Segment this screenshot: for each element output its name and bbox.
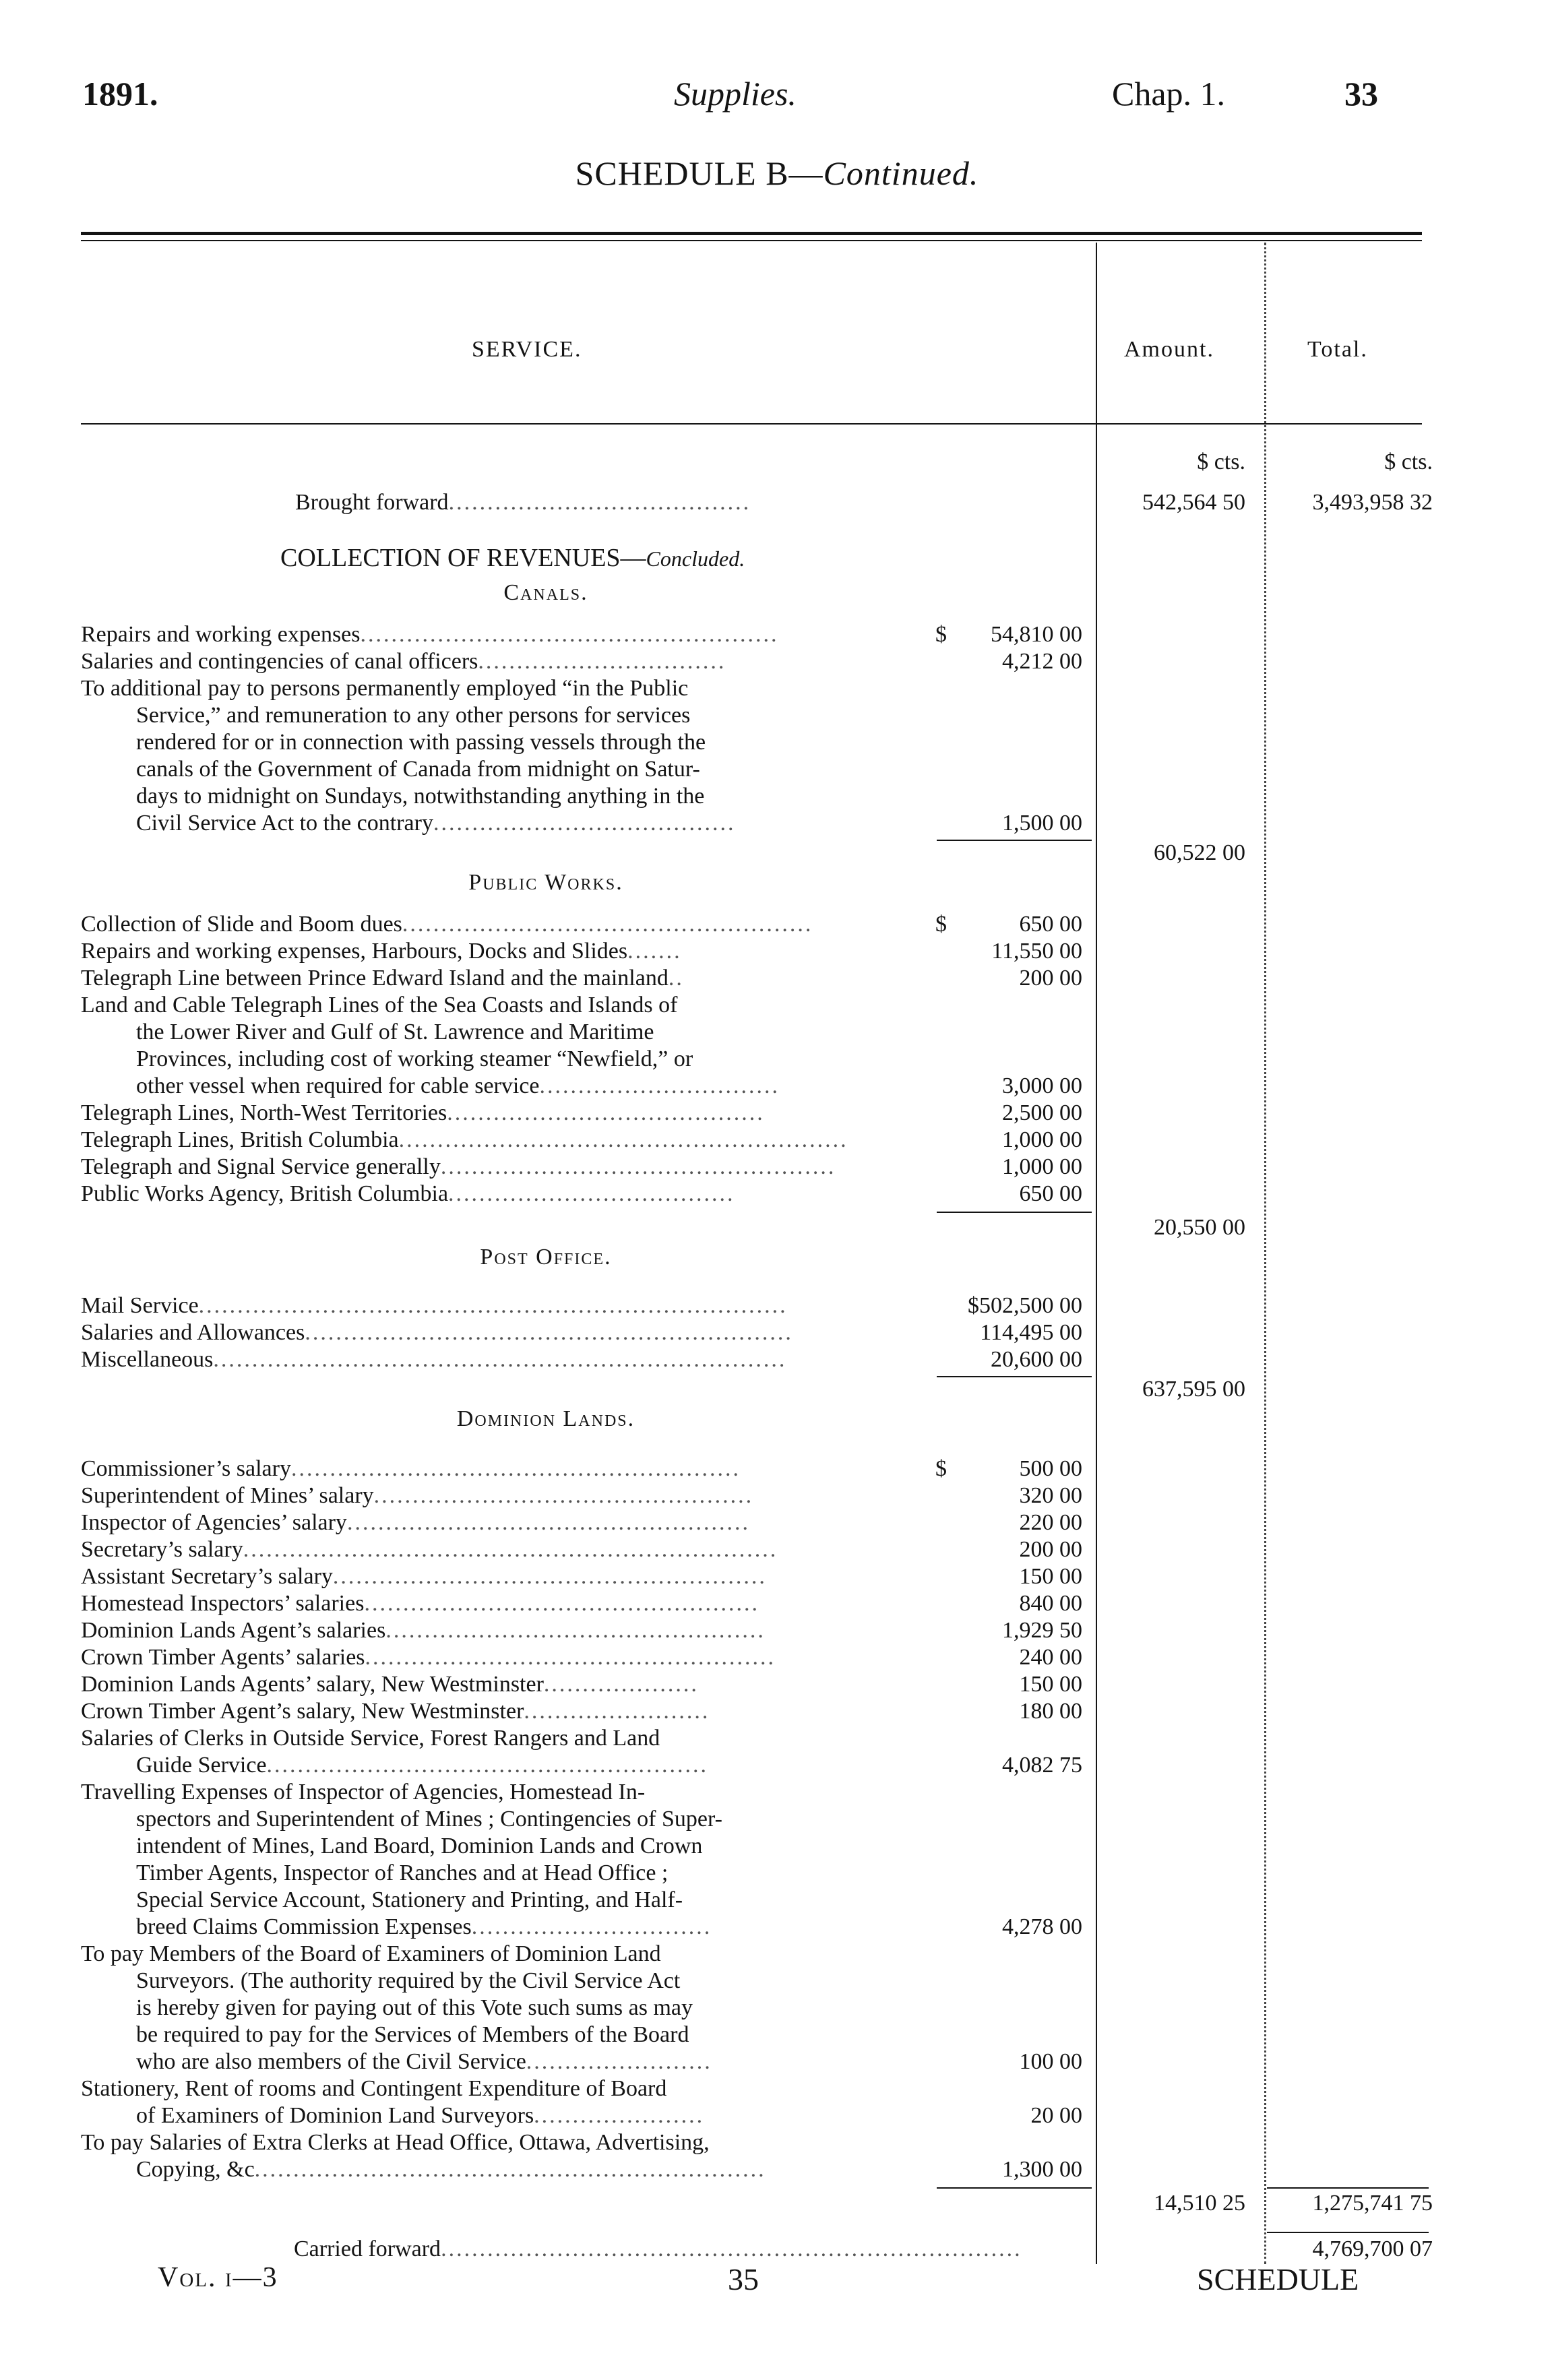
carried-forward-rule <box>1267 2232 1429 2233</box>
dominion-lands-item-14: To pay Salaries of Extra Clerks at Head Office, Ottawa, Advertising, Copying, &c.................................................................. <box>81 2130 766 2182</box>
public-works-item-6-value: 1,000 00 <box>1002 1154 1082 1179</box>
public-works-amount: 20,550 00 <box>1154 1215 1245 1240</box>
dominion-lands-item-5-value: 840 00 <box>1019 1591 1082 1616</box>
dominion-lands-item-10-value: 4,082 75 <box>1002 1753 1082 1778</box>
total-unit-label: $ cts. <box>1384 449 1433 474</box>
amount-column-separator <box>1096 243 1097 2264</box>
dominion-lands-item-6: Dominion Lands Agent’s salaries................................................. <box>81 1618 766 1643</box>
public-works-item-3-value: 3,000 00 <box>1002 1073 1082 1098</box>
column-header-rule <box>81 423 1422 425</box>
dominion-lands-item-11-value: 4,278 00 <box>1002 1914 1082 1939</box>
canals-item-0: Repairs and working expenses...................................................... <box>81 622 779 647</box>
public-works-item-0-value: 650 00 <box>1019 912 1082 937</box>
top-rule-thin <box>81 240 1422 241</box>
sheet-number: 35 <box>728 2262 759 2296</box>
brought-forward-amount: 542,564 50 <box>1142 490 1245 515</box>
amount-unit-label: $ cts. <box>1197 449 1245 474</box>
post-office-item-1: Salaries and Allowances............................................................... <box>81 1320 793 1345</box>
canals-item-2-value: 1,500 00 <box>1002 811 1082 836</box>
column-header-amount: Amount. <box>1124 337 1214 362</box>
public-works-item-5-value: 1,000 00 <box>1002 1127 1082 1152</box>
canals-item-1: Salaries and contingencies of canal officers................................ <box>81 649 726 674</box>
public-works-item-7: Public Works Agency, British Columbia..................................... <box>81 1181 735 1206</box>
public-works-item-1: Repairs and working expenses, Harbours, Docks and Slides....... <box>81 939 682 964</box>
dominion-lands-item-14-value: 1,300 00 <box>1002 2157 1082 2182</box>
dominion-lands-item-13-value: 20 00 <box>1030 2103 1082 2128</box>
canals-item-0-value: 54,810 00 <box>991 622 1082 647</box>
dominion-lands-item-9-value: 180 00 <box>1019 1699 1082 1724</box>
dominion-lands-item-6-value: 1,929 50 <box>1002 1618 1082 1643</box>
post-office-subtotal-rule <box>937 1376 1092 1377</box>
top-rule-thick <box>81 232 1422 235</box>
dominion-lands-heading: Dominion Lands. <box>456 1406 635 1431</box>
post-office-item-0: Mail Service............................................................................ <box>81 1293 788 1318</box>
dominion-lands-item-4: Assistant Secretary’s salary........................................................ <box>81 1564 767 1589</box>
post-office-item-1-value: 114,495 00 <box>980 1320 1082 1345</box>
canals-item-0-dollar: $ <box>935 622 947 647</box>
dominion-lands-total: 1,275,741 75 <box>1312 2191 1433 2216</box>
dominion-lands-amount: 14,510 25 <box>1154 2191 1245 2216</box>
total-column-separator <box>1264 243 1266 2264</box>
post-office-item-2-value: 20,600 00 <box>991 1347 1082 1372</box>
catchword: SCHEDULE <box>1197 2262 1359 2296</box>
brought-forward-label: Brought forward....................................... <box>295 490 751 515</box>
dominion-lands-item-5: Homestead Inspectors’ salaries................................................... <box>81 1591 759 1616</box>
public-works-item-2-value: 200 00 <box>1019 966 1082 991</box>
public-works-item-1-value: 11,550 00 <box>991 939 1082 964</box>
header-page-number: 33 <box>1344 75 1378 113</box>
dominion-lands-item-7-value: 240 00 <box>1019 1645 1082 1670</box>
dominion-lands-item-0: Commissioner’s salary.......................................................... <box>81 1456 741 1481</box>
brought-forward-total: 3,493,958 32 <box>1312 490 1433 515</box>
schedule-title-main: SCHEDULE B— <box>575 154 823 192</box>
public-works-item-4: Telegraph Lines, North-West Territories......................................... <box>81 1100 765 1125</box>
dominion-lands-item-12-value: 100 00 <box>1019 2049 1082 2074</box>
dominion-lands-item-9: Crown Timber Agent’s salary, New Westminster........................ <box>81 1699 710 1724</box>
public-works-item-5: Telegraph Lines, British Columbia.......................................................... <box>81 1127 848 1152</box>
section-total-rule <box>1267 2187 1429 2189</box>
public-works-subtotal-rule <box>937 1212 1092 1213</box>
dominion-lands-item-3-value: 200 00 <box>1019 1537 1082 1562</box>
canals-item-1-value: 4,212 00 <box>1002 649 1082 674</box>
dominion-lands-item-1: Superintendent of Mines’ salary................................................. <box>81 1483 754 1508</box>
canals-subtotal-rule <box>937 840 1092 841</box>
header-chapter: Chap. 1. <box>1112 75 1226 113</box>
carried-forward-label: Carried forward........................................................................... <box>294 2236 1022 2261</box>
post-office-item-2: Miscellaneous.......................................................................... <box>81 1347 787 1372</box>
dominion-lands-item-0-value: 500 00 <box>1019 1456 1082 1481</box>
header-year: 1891. <box>82 75 158 113</box>
dominion-lands-item-13: Stationery, Rent of rooms and Contingent Expenditure of Board of Examiners of Dominion Land Surveyors...................... <box>81 2076 705 2128</box>
header-title: Supplies. <box>674 75 797 113</box>
public-works-item-7-value: 650 00 <box>1019 1181 1082 1206</box>
canals-amount: 60,522 00 <box>1154 840 1245 865</box>
dominion-lands-item-3: Secretary’s salary..................................................................... <box>81 1537 778 1562</box>
public-works-item-0: Collection of Slide and Boom dues..................................................... <box>81 912 813 937</box>
post-office-amount: 637,595 00 <box>1142 1377 1245 1402</box>
dominion-lands-item-2: Inspector of Agencies’ salary.................................................... <box>81 1510 750 1535</box>
canals-heading: Canals. <box>503 580 588 605</box>
dominion-lands-subtotal-rule <box>937 2187 1092 2189</box>
column-header-total: Total. <box>1307 337 1368 362</box>
public-works-item-6: Telegraph and Signal Service generally................................................... <box>81 1154 836 1179</box>
canals-item-2: To additional pay to persons permanently employed “in the Public Service,” and remuneration to any other persons for services rendered for or in connection with passing vessels through the canals of the Government of Canada from midnight on Satur- days to midnight on Sundays, notwithstanding anything in the Civil Service Act to the contrary....................................... <box>81 676 736 836</box>
column-header-service: SERVICE. <box>472 337 582 362</box>
dominion-lands-item-4-value: 150 00 <box>1019 1564 1082 1589</box>
running-header <box>0 74 1554 121</box>
public-works-heading: Public Works. <box>468 870 623 895</box>
dominion-lands-item-8: Dominion Lands Agents’ salary, New Westminster.................... <box>81 1672 699 1697</box>
dominion-lands-item-2-value: 220 00 <box>1019 1510 1082 1535</box>
dominion-lands-item-1-value: 320 00 <box>1019 1483 1082 1508</box>
schedule-title-continued: Continued. <box>823 154 979 192</box>
dominion-lands-item-7: Crown Timber Agents’ salaries..................................................... <box>81 1645 776 1670</box>
public-works-item-4-value: 2,500 00 <box>1002 1100 1082 1125</box>
schedule-title <box>0 154 1554 193</box>
post-office-item-0-value: $502,500 00 <box>968 1293 1082 1318</box>
dominion-lands-item-10: Salaries of Clerks in Outside Service, Forest Rangers and Land Guide Service......................................................... <box>81 1726 709 1778</box>
dominion-lands-item-12: To pay Members of the Board of Examiners of Dominion Land Surveyors. (The authority required by the Civil Service Act is hereby given for paying out of this Vote such sums as may be required to pay for the Services of Members of the Board who are also members of the Civil Service........................ <box>81 1941 712 2074</box>
public-works-item-2: Telegraph Line between Prince Edward Island and the mainland.. <box>81 966 684 991</box>
carried-forward-total: 4,769,700 07 <box>1312 2236 1433 2261</box>
dominion-lands-item-8-value: 150 00 <box>1019 1672 1082 1697</box>
dominion-lands-item-0-dollar: $ <box>935 1456 947 1481</box>
public-works-item-0-dollar: $ <box>935 912 947 937</box>
dominion-lands-item-11: Travelling Expenses of Inspector of Agencies, Homestead In- spectors and Superintendent of Mines ; Contingencies of Super- intendent of Mines, Land Board, Dominion Lands and Crown Timber Agents, Inspector of Ranches and at Head Office ; Special Service Account, Stationery and Printing, and Half- breed Claims Commission Expenses............................... <box>81 1780 722 1939</box>
section-title: COLLECTION OF REVENUES—Concluded. <box>280 544 745 572</box>
public-works-item-3: Land and Cable Telegraph Lines of the Sea Coasts and Islands of the Lower River and Gulf of St. Lawrence and Maritime Provinces, including cost of working steamer “Newfield,” or other vessel when required for cable service............................... <box>81 993 780 1098</box>
signature-mark: Vol. i—3 <box>158 2262 278 2293</box>
post-office-heading: Post Office. <box>480 1245 612 1270</box>
